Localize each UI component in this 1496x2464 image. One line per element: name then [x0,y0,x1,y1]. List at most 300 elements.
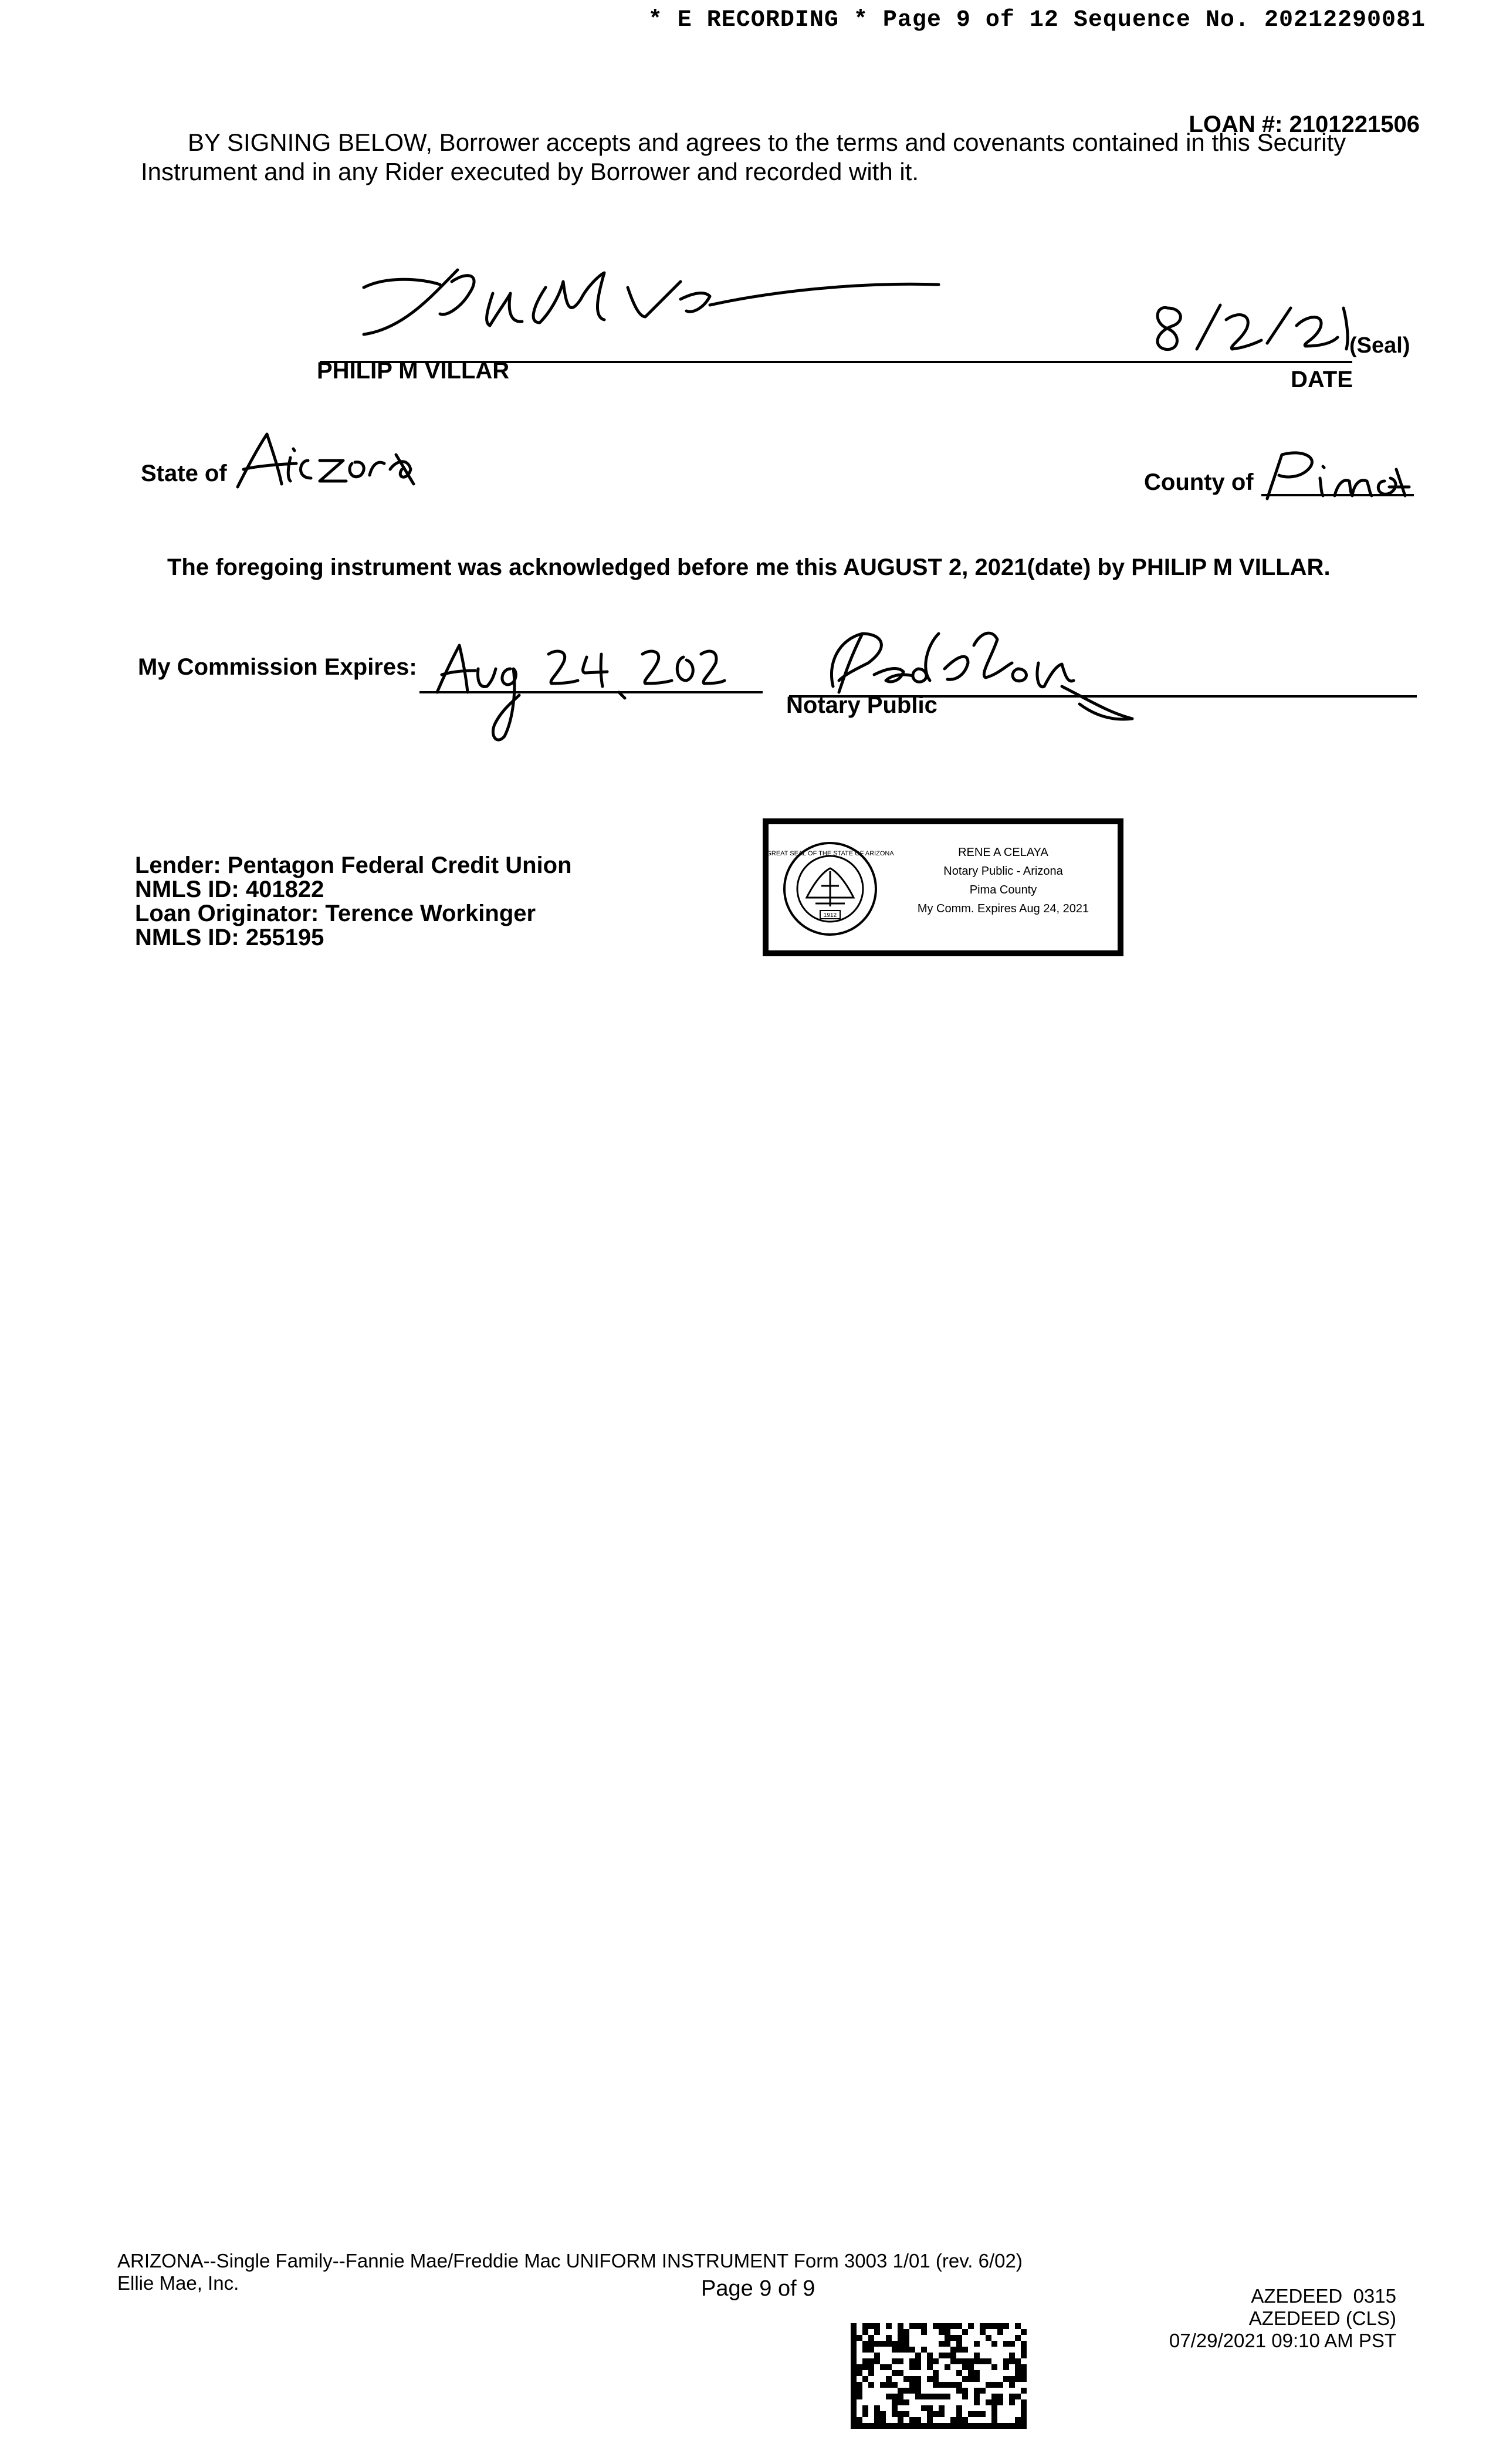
stamp-county: Pima County [969,884,1037,896]
barcode-module [933,2376,939,2382]
barcode-module [851,2382,857,2388]
barcode-module [903,2399,909,2405]
barcode-module [956,2405,962,2411]
barcode-module [1021,2376,1027,2382]
barcode-module [945,2394,950,2399]
recording-header: * E RECORDING * Page 9 of 12 Sequence No. 20212290081 [648,7,1426,33]
seal-ring-text: GREAT SEAL OF THE STATE OF ARIZONA [766,850,894,857]
barcode-module [915,2388,921,2394]
barcode-module [945,2353,950,2358]
barcode-module [898,2388,903,2394]
stamp-text [886,843,1121,918]
barcode-module [915,2382,921,2388]
barcode-module [974,2394,980,2399]
barcode-module [991,2382,997,2388]
barcode-module [909,2358,915,2364]
barcode-module [915,2423,921,2429]
barcode-module [921,2323,927,2329]
barcode-module [1021,2329,1027,2335]
barcode-module [945,2382,950,2388]
barcode-module [980,2358,986,2364]
barcode-module [980,2323,986,2329]
barcode-module [1003,2323,1009,2329]
barcode-module [892,2341,898,2347]
form-line: ARIZONA--Single Family--Fannie Mae/Freddie Mac UNIFORM INSTRUMENT Form 3003 1/01 (rev. 6/02) [117,2250,1023,2272]
barcode-module [903,2388,909,2394]
barcode-module [991,2405,997,2411]
barcode-module [909,2388,915,2394]
barcode-module [933,2411,939,2417]
barcode-module [956,2382,962,2388]
barcode-module [886,2382,892,2388]
lender-name: Lender: Pentagon Federal Credit Union [135,852,572,878]
barcode-module [939,2382,945,2388]
barcode-module [974,2399,980,2405]
barcode-module [862,2376,868,2382]
barcode-module [915,2364,921,2370]
barcode-module [1003,2341,1009,2347]
barcode-module [927,2353,933,2358]
barcode-module [909,2417,915,2423]
barcode-module [898,2347,903,2353]
barcode-module [956,2335,962,2341]
barcode-module [1021,2347,1027,2353]
barcode-module [915,2394,921,2399]
state-label: State of [141,461,227,486]
loan-originator: Loan Originator: Terence Workinger [135,901,536,926]
barcode-module [986,2323,991,2329]
barcode-module [886,2423,892,2429]
barcode-module [933,2358,939,2364]
barcode-module [874,2341,880,2347]
barcode-module [933,2382,939,2388]
barcode-module [1003,2423,1009,2429]
barcode-module [1021,2341,1027,2347]
barcode-module [909,2364,915,2370]
barcode-module [892,2411,898,2417]
stamp-notary-name: RENE A CELAYA [958,846,1048,859]
barcode-module [880,2423,886,2429]
barcode-module [915,2353,921,2358]
barcode-module [868,2370,874,2376]
barcode-module [909,2323,915,2329]
barcode-module [950,2417,956,2423]
barcode-module [892,2370,898,2376]
barcode-module [956,2341,962,2347]
barcode-module [1021,2399,1027,2405]
barcode-module [945,2329,950,2335]
barcode-module [939,2411,945,2417]
barcode-module [1015,2423,1021,2429]
barcode-module [862,2364,868,2370]
barcode-module [868,2423,874,2429]
notary-stamp [763,818,1123,956]
barcode-module [1021,2364,1027,2370]
barcode-module [1021,2388,1027,2394]
borrower-signature [352,258,997,352]
barcode-module [874,2358,880,2364]
barcode-module [1009,2376,1015,2382]
commission-underline [419,691,763,693]
originator-nmls: NMLS ID: 255195 [135,925,324,950]
lender-nmls: NMLS ID: 401822 [135,876,324,902]
barcode-module [991,2341,997,2347]
footer-code-1: AZEDEED 0315 [1251,2285,1396,2307]
barcode-module [945,2335,950,2341]
barcode-module [886,2376,892,2382]
barcode-module [962,2358,968,2364]
barcode-module [851,2394,857,2399]
barcode-module [991,2423,997,2429]
barcode-module [1015,2358,1021,2364]
barcode-module [909,2347,915,2353]
acknowledgment-text: The foregoing instrument was acknowledged before me this AUGUST 2, 2021(date) by PHILIP M VILLAR. [167,554,1331,580]
barcode-module [997,2399,1003,2405]
barcode-module [915,2323,921,2329]
barcode-module [939,2394,945,2399]
barcode-module [997,2423,1003,2429]
barcode-module [968,2423,974,2429]
barcode-module [862,2423,868,2429]
barcode-module [857,2388,862,2394]
barcode-module [909,2382,915,2388]
footer-codes [1169,2285,1396,2352]
barcode-module [880,2341,886,2347]
barcode-module [851,2358,857,2364]
barcode-module [921,2423,927,2429]
barcode-module [868,2382,874,2388]
page-number: Page 9 of 9 [701,2276,815,2301]
barcode-module [980,2423,986,2429]
handwritten-date [1150,296,1361,361]
barcode-module [974,2376,980,2382]
barcode-module [939,2423,945,2429]
barcode-module [903,2376,909,2382]
barcode-module [892,2405,898,2411]
barcode-module [868,2364,874,2370]
barcode-module [857,2394,862,2399]
vendor-name: Ellie Mae, Inc. [117,2272,239,2294]
barcode-module [903,2335,909,2341]
barcode-module [927,2394,933,2399]
barcode-module [974,2341,980,2347]
barcode-module [980,2388,986,2394]
barcode-module [1021,2411,1027,2417]
barcode-module [927,2358,933,2364]
barcode-module [974,2370,980,2376]
barcode-module [868,2335,874,2341]
barcode-module [991,2417,997,2423]
barcode-module [874,2353,880,2358]
barcode-module [986,2399,991,2405]
barcode-module [1021,2405,1027,2411]
barcode-module [968,2358,974,2364]
barcode-module [1015,2370,1021,2376]
lender-block [135,854,572,950]
barcode-module [933,2323,939,2329]
barcode-module [968,2370,974,2376]
barcode-module [851,2323,857,2329]
barcode-module [974,2423,980,2429]
barcode-module [915,2417,921,2423]
barcode-module [997,2329,1003,2335]
barcode-module [927,2417,933,2423]
barcode-module [898,2358,903,2364]
county-label: County of [1144,469,1254,495]
barcode-module [851,2353,857,2358]
loan-number: LOAN #: 2101221506 [1189,111,1420,137]
barcode-module [933,2394,939,2399]
barcode-module [915,2358,921,2364]
barcode-module [903,2341,909,2347]
barcode-module [874,2417,880,2423]
barcode-module [962,2423,968,2429]
barcode-module [956,2411,962,2417]
barcode-module [950,2347,956,2353]
barcode-module [851,2399,857,2405]
barcode-module [950,2358,956,2364]
borrower-name: PHILIP M VILLAR [317,358,510,384]
barcode-module [886,2323,892,2329]
footer-code-2: AZEDEED (CLS) [1248,2307,1396,2329]
barcode-module [1009,2423,1015,2429]
barcode-module [851,2347,857,2353]
barcode-module [874,2405,880,2411]
state-handwritten [232,428,419,493]
barcode-module [857,2364,862,2370]
footer-timestamp: 07/29/2021 09:10 AM PST [1169,2330,1396,2351]
barcode-module [851,2411,857,2417]
barcode-module [1015,2335,1021,2341]
barcode-module [974,2353,980,2358]
barcode-module [862,2411,868,2417]
barcode-module [903,2329,909,2335]
barcode-module [909,2423,915,2429]
barcode-module [991,2411,997,2417]
barcode-module [933,2370,939,2376]
barcode-module [880,2411,886,2417]
barcode-module [857,2370,862,2376]
barcode-module [892,2347,898,2353]
barcode-module [986,2335,991,2341]
barcode-module [874,2411,880,2417]
date-label: DATE [1291,367,1353,392]
barcode-module [862,2341,868,2347]
barcode-module [956,2417,962,2423]
barcode-module [1003,2358,1009,2364]
barcode-module [898,2417,903,2423]
barcode-module [857,2423,862,2429]
barcode-module [939,2323,945,2329]
barcode-module [1015,2364,1021,2370]
barcode-module [945,2423,950,2429]
barcode-module [991,2364,997,2370]
barcode-module [962,2376,968,2382]
barcode-module [851,2405,857,2411]
barcode-module [956,2347,962,2353]
barcode-module [880,2417,886,2423]
barcode-module [939,2329,945,2335]
barcode-module [968,2323,974,2329]
state-seal-icon [766,839,894,939]
barcode-module [962,2388,968,2394]
barcode-module [898,2335,903,2341]
barcode-module [1015,2376,1021,2382]
notary-public-label: Notary Public [786,692,937,718]
barcode-module [968,2376,974,2382]
barcode-module [915,2376,921,2382]
barcode-module [956,2388,962,2394]
barcode-module [962,2394,968,2399]
barcode-module [892,2399,898,2405]
barcode-module [1009,2341,1015,2347]
barcode-module [962,2347,968,2353]
barcode-module [874,2329,880,2335]
barcode-module [939,2341,945,2347]
barcode-module [880,2382,886,2388]
datamatrix-barcode [851,2323,1027,2429]
barcode-module [962,2364,968,2370]
barcode-module [1015,2394,1021,2399]
barcode-module [921,2329,927,2335]
barcode-module [1009,2358,1015,2364]
barcode-module [962,2329,968,2335]
barcode-module [898,2329,903,2335]
barcode-module [974,2358,980,2364]
barcode-module [921,2394,927,2399]
barcode-module [950,2353,956,2358]
county-underline [1261,494,1414,496]
barcode-module [898,2394,903,2399]
barcode-module [898,2399,903,2405]
barcode-module [868,2347,874,2353]
barcode-module [927,2376,933,2382]
barcode-module [1009,2394,1015,2399]
stamp-notary-title: Notary Public - Arizona [943,865,1063,878]
barcode-module [927,2405,933,2411]
barcode-module [997,2382,1003,2388]
barcode-module [1021,2370,1027,2376]
barcode-module [892,2382,898,2388]
barcode-module [851,2335,857,2341]
barcode-module [997,2323,1003,2329]
barcode-module [898,2323,903,2329]
barcode-module [868,2323,874,2329]
barcode-module [950,2335,956,2341]
barcode-module [991,2323,997,2329]
barcode-module [950,2423,956,2429]
barcode-module [986,2423,991,2429]
barcode-module [997,2394,1003,2399]
barcode-module [851,2376,857,2382]
barcode-module [956,2358,962,2364]
seal-year: 1912 [823,912,837,919]
barcode-module [903,2411,909,2417]
commission-label: My Commission Expires: [138,654,417,680]
barcode-module [1015,2417,1021,2423]
barcode-module [857,2335,862,2341]
barcode-module [933,2423,939,2429]
barcode-module [1003,2376,1009,2382]
barcode-module [974,2388,980,2394]
barcode-module [862,2347,868,2353]
barcode-module [857,2382,862,2388]
barcode-module [892,2423,898,2429]
barcode-module [851,2423,857,2429]
barcode-module [968,2364,974,2370]
barcode-module [862,2323,868,2329]
barcode-module [898,2423,903,2429]
barcode-module [980,2329,986,2335]
barcode-module [968,2411,974,2417]
barcode-module [892,2358,898,2364]
barcode-module [898,2341,903,2347]
barcode-module [903,2423,909,2429]
barcode-module [927,2423,933,2429]
barcode-module [874,2323,880,2329]
barcode-module [862,2358,868,2364]
barcode-module [909,2376,915,2382]
barcode-module [868,2341,874,2347]
barcode-module [898,2370,903,2376]
barcode-module [1003,2364,1009,2370]
barcode-module [921,2405,927,2411]
barcode-module [857,2417,862,2423]
barcode-module [927,2364,933,2370]
barcode-module [950,2382,956,2388]
barcode-module [862,2329,868,2335]
barcode-module [886,2364,892,2370]
barcode-module [991,2399,997,2405]
barcode-module [851,2341,857,2347]
barcode-module [851,2370,857,2376]
barcode-module [939,2353,945,2358]
barcode-module [880,2364,886,2370]
barcode-module [974,2411,980,2417]
barcode-module [962,2417,968,2423]
barcode-module [1009,2353,1015,2358]
barcode-module [1021,2353,1027,2358]
signing-statement: BY SIGNING BELOW, Borrower accepts and agrees to the terms and covenants contained in this Security Instrument and in any Rider executed by Borrower and recorded with it. [141,128,1346,185]
barcode-module [1021,2423,1027,2429]
barcode-module [898,2411,903,2417]
barcode-module [945,2364,950,2370]
barcode-module [851,2364,857,2370]
barcode-module [862,2405,868,2411]
barcode-module [991,2394,997,2399]
barcode-module [939,2405,945,2411]
barcode-module [903,2347,909,2353]
seal-label: (Seal) [1349,333,1410,358]
barcode-module [851,2388,857,2394]
barcode-module [892,2394,898,2399]
barcode-module [980,2411,986,2417]
barcode-module [945,2323,950,2329]
barcode-module [1021,2417,1027,2423]
barcode-module [874,2423,880,2429]
barcode-module [1009,2382,1015,2388]
barcode-module [956,2323,962,2329]
barcode-module [950,2323,956,2329]
barcode-module [921,2347,927,2353]
barcode-module [1009,2399,1015,2405]
barcode-module [886,2335,892,2341]
barcode-module [1015,2323,1021,2329]
barcode-module [986,2358,991,2364]
barcode-module [945,2341,950,2347]
stamp-expiry: My Comm. Expires Aug 24, 2021 [917,902,1089,915]
barcode-module [886,2394,892,2399]
